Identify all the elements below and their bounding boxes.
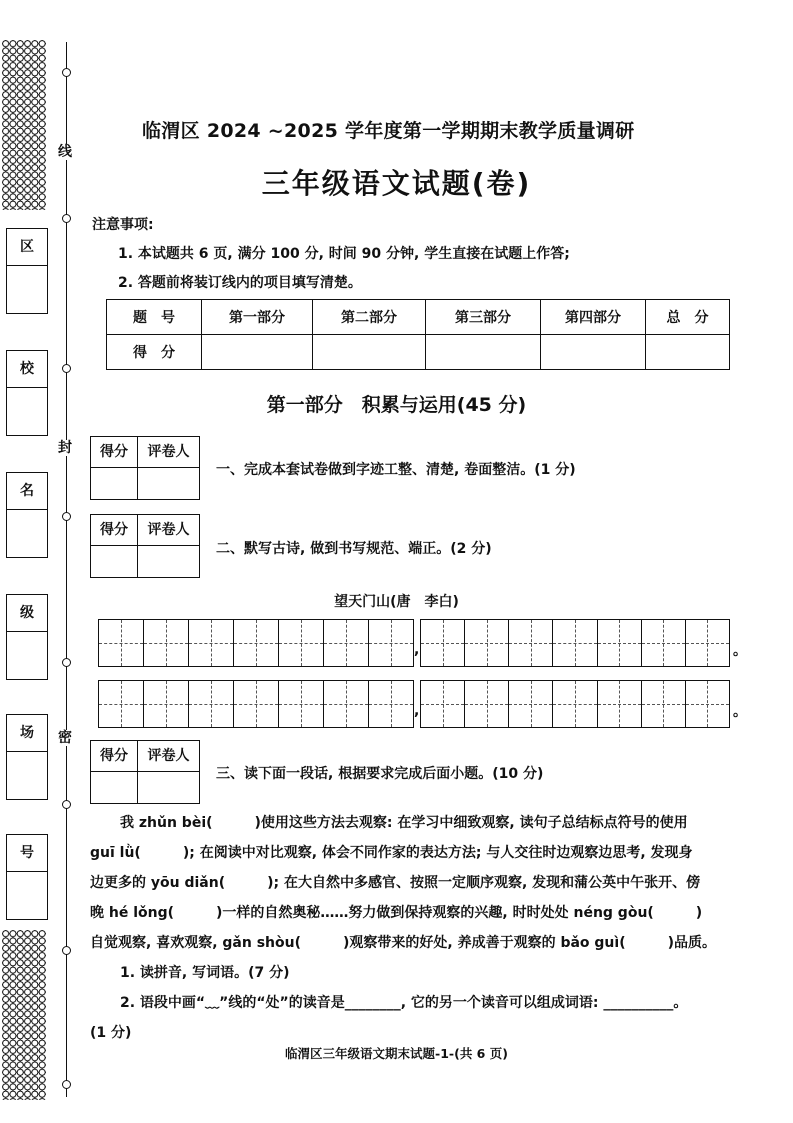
punctuation-comma: ,: [414, 703, 420, 719]
binding-char-seal: 封: [58, 440, 72, 456]
score-cell[interactable]: [426, 335, 541, 370]
grader-entry[interactable]: [138, 772, 199, 803]
page-footer: 临渭区三年级语文期末试题-1-(共 6 页): [285, 1046, 508, 1061]
grader-entry[interactable]: [138, 546, 199, 577]
score-header: 第二部分: [313, 300, 426, 335]
writing-grid[interactable]: [98, 680, 414, 728]
part1-title: 第一部分 积累与运用(45 分): [266, 394, 527, 416]
grader-entry[interactable]: [138, 468, 199, 499]
score-header: 题 号: [107, 300, 202, 335]
score-cell[interactable]: [646, 335, 730, 370]
field-seat-number[interactable]: 号: [6, 834, 48, 920]
score-header: 第四部分: [541, 300, 646, 335]
binding-hole: [62, 658, 71, 667]
grader-label: 评卷人: [138, 437, 199, 468]
field-school[interactable]: 校: [6, 350, 48, 436]
sub-question-2: 2. 语段中画“﹏”线的“处”的读音是________, 它的另一个读音可以组成词语: __________。: [120, 995, 688, 1011]
field-district[interactable]: 区: [6, 228, 48, 314]
punctuation-period: 。: [733, 704, 747, 720]
binding-hole: [62, 364, 71, 373]
poem-title: 望天门山(唐 李白): [334, 594, 459, 610]
score-label: 得分: [91, 515, 138, 546]
passage-line: 我 zhǔn bèi( )使用这些方法去观察: 在学习中细致观察, 读句子总结标点符号的使用: [120, 815, 688, 831]
score-row-label: 得 分: [107, 335, 202, 370]
notice-item: 2. 答题前将装订线内的项目填写清楚。: [118, 275, 362, 291]
score-entry[interactable]: [91, 546, 138, 577]
exam-subtitle: 三年级语文试题(卷): [261, 167, 532, 200]
binding-hole: [62, 68, 71, 77]
score-entry[interactable]: [91, 772, 138, 803]
question-1: 一、完成本套试卷做到字迹工整、清楚, 卷面整洁。(1 分): [216, 462, 576, 478]
binding-hole: [62, 946, 71, 955]
score-header: 第一部分: [202, 300, 313, 335]
grader-box: [90, 740, 200, 804]
writing-grid[interactable]: [98, 619, 414, 667]
question-3: 三、读下面一段话, 根据要求完成后面小题。(10 分): [216, 766, 544, 782]
binding-char-secret: 密: [58, 730, 72, 746]
grader-label: 评卷人: [138, 741, 199, 772]
grader-label: 评卷人: [138, 515, 199, 546]
score-table: [106, 299, 730, 370]
writing-grid[interactable]: [420, 680, 730, 728]
sub-question-1: 1. 读拼音, 写词语。(7 分): [120, 965, 290, 981]
exam-title: 临渭区 2024 ~2025 学年度第一学期期末教学质量调研: [142, 120, 635, 142]
score-cell[interactable]: [313, 335, 426, 370]
passage-line: 晚 hé lǒng( )一样的自然奥秘……努力做到保持观察的兴趣, 时时处处 néng gòu( ): [90, 905, 703, 921]
score-cell[interactable]: [541, 335, 646, 370]
binding-hole: [62, 512, 71, 521]
notice-heading: 注意事项:: [92, 217, 154, 233]
question-2: 二、默写古诗, 做到书写规范、端正。(2 分): [216, 541, 492, 557]
grader-box: [90, 514, 200, 578]
field-name[interactable]: 名: [6, 472, 48, 558]
passage-line: 自觉观察, 喜欢观察, gǎn shòu( )观察带来的好处, 养成善于观察的 bǎo guì( )品质。: [90, 935, 716, 951]
punctuation-comma: ,: [414, 642, 420, 658]
field-class[interactable]: 级: [6, 594, 48, 680]
writing-grid[interactable]: [420, 619, 730, 667]
score-label: 得分: [91, 437, 138, 468]
notice-item: 1. 本试题共 6 页, 满分 100 分, 时间 90 分钟, 学生直接在试题上作答;: [118, 246, 570, 262]
passage-line: 边更多的 yōu diǎn( ); 在大自然中多感官、按照一定顺序观察, 发现和蒲公英中午张开、傍: [90, 875, 701, 891]
binding-char-line: 线: [58, 144, 72, 160]
binding-hole: [62, 214, 71, 223]
sub-question-2-score: (1 分): [90, 1025, 132, 1041]
grader-box: [90, 436, 200, 500]
passage-line: guī lǜ( ); 在阅读中对比观察, 体会不同作家的表达方法; 与人交往时边观察边思考, 发现身: [90, 845, 693, 861]
binding-hole: [62, 1080, 71, 1089]
reading-passage: [90, 808, 750, 1048]
field-exam-room[interactable]: 场: [6, 714, 48, 800]
score-label: 得分: [91, 741, 138, 772]
score-entry[interactable]: [91, 468, 138, 499]
binding-hole: [62, 800, 71, 809]
binding-dots-bottom: [2, 930, 46, 1100]
score-header: 总 分: [646, 300, 730, 335]
punctuation-period: 。: [733, 643, 747, 659]
score-header: 第三部分: [426, 300, 541, 335]
score-cell[interactable]: [202, 335, 313, 370]
